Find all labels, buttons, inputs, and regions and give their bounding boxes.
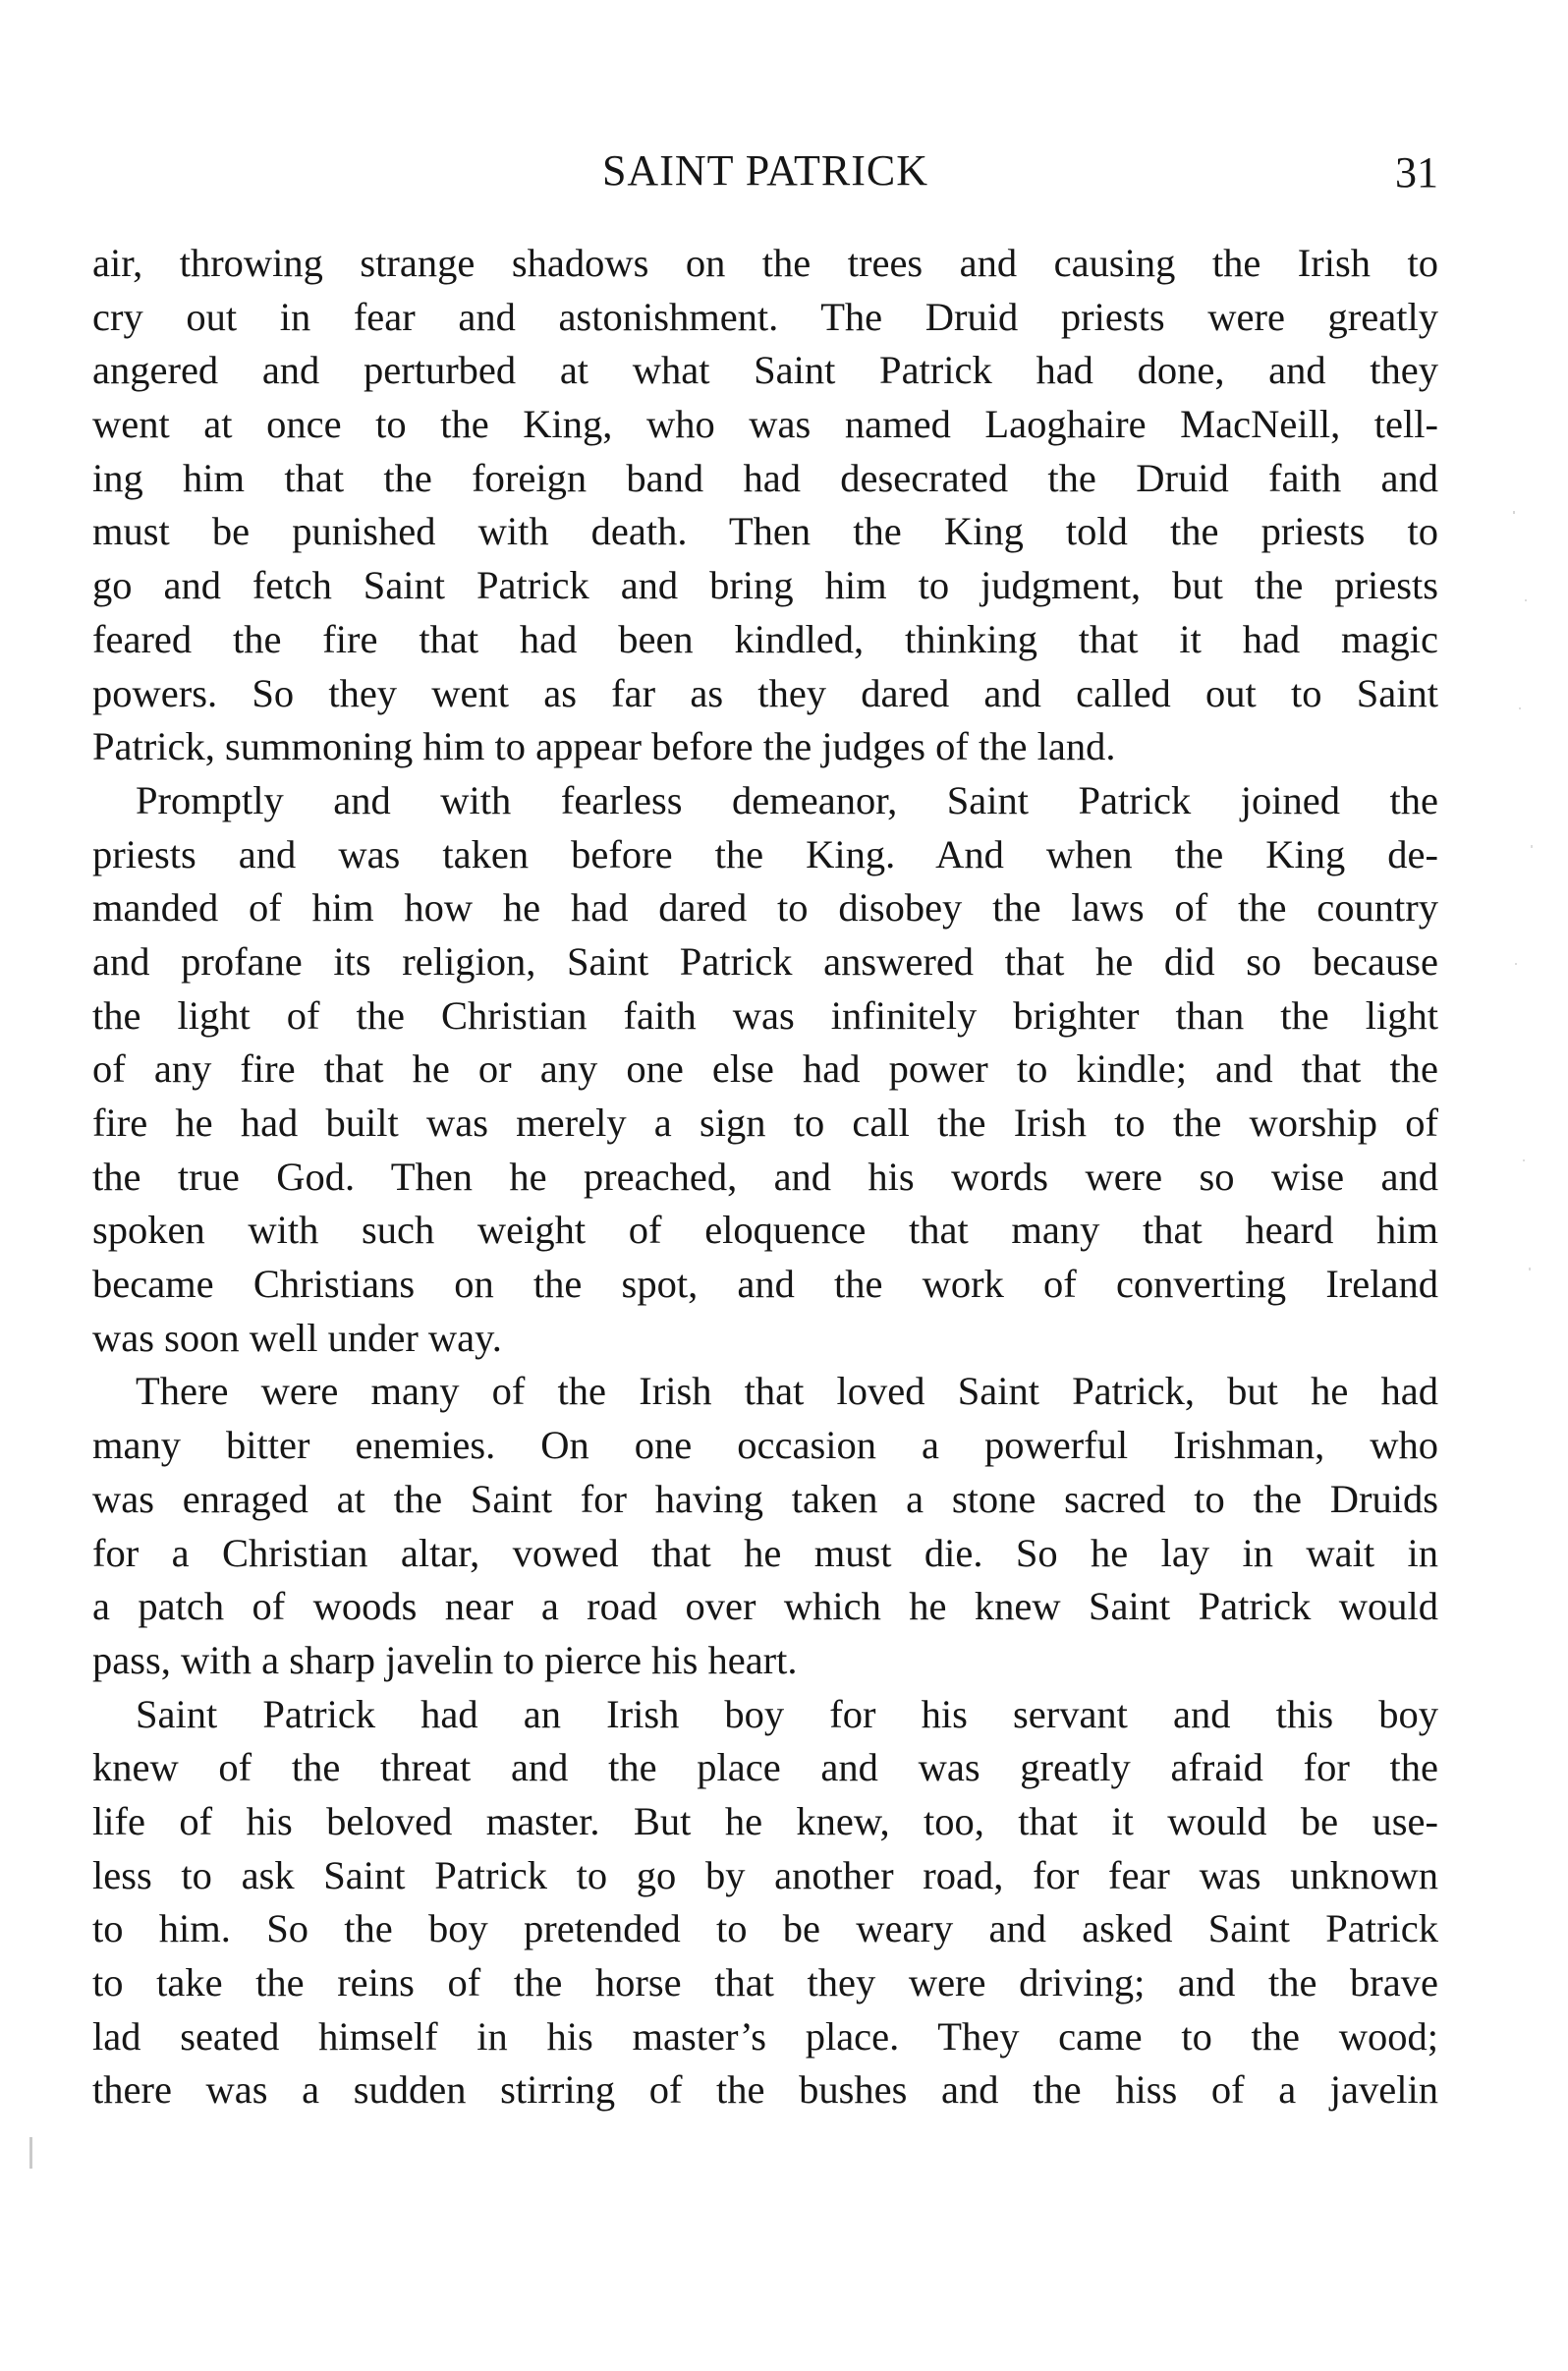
running-head	[92, 143, 1438, 212]
text-line: spoken with such weight of eloquence that many that heard him	[92, 1208, 1438, 1253]
text-line: must be punished with death. Then the King told the priests to	[92, 509, 1438, 554]
text-line: knew of the threat and the place and was greatly afraid for the	[92, 1745, 1438, 1790]
body-text	[92, 237, 1438, 2117]
text-line: was soon well under way.	[92, 1315, 502, 1360]
text-line: many bitter enemies. On one occasion a powerful Irishman, who	[92, 1423, 1438, 1468]
text-line: went at once to the King, who was named Laoghaire MacNeill, tell-	[92, 402, 1438, 447]
text-line: for a Christian altar, vowed that he must die. So he lay in wait in	[92, 1530, 1438, 1575]
text-line: angered and perturbed at what Saint Patrick had done, and they	[92, 348, 1438, 393]
text-line: cry out in fear and astonishment. The Druid priests were greatly	[92, 294, 1438, 339]
text-line: pass, with a sharp javelin to pierce his heart.	[92, 1637, 798, 1682]
text-line: the light of the Christian faith was infinitely brighter than the light	[92, 992, 1438, 1038]
text-line: fire he had built was merely a sign to call the Irish to the worship of	[92, 1101, 1438, 1145]
scan-speck	[1525, 599, 1527, 601]
text-line: powers. So they went as far as they dared and called out to Saint	[92, 670, 1438, 715]
scan-speck	[1529, 1268, 1531, 1270]
text-line: manded of him how he had dared to disobey the laws of the country	[92, 885, 1438, 931]
page-number: 31	[1395, 148, 1438, 197]
text-line: priests and was taken before the King. And when the King de-	[92, 831, 1438, 876]
text-line: there was a sudden stirring of the bushes and the hiss of a javelin	[92, 2067, 1438, 2113]
text-line: Saint Patrick had an Irish boy for his servant and this boy	[136, 1691, 1438, 1736]
scan-speck	[29, 2137, 32, 2169]
scan-speck	[1523, 1159, 1525, 1161]
text-line: was enraged at the Saint for having taken a stone sacred to the Druids	[92, 1476, 1438, 1521]
scan-speck	[1519, 707, 1521, 709]
text-line: of any fire that he or any one else had power to kindle; and that the	[92, 1046, 1438, 1092]
text-line: and profane its religion, Saint Patrick answered that he did so because	[92, 938, 1438, 984]
text-line: There were many of the Irish that loved Saint Patrick, but he had	[136, 1369, 1438, 1414]
scan-speck	[1513, 511, 1515, 514]
text-line: became Christians on the spot, and the work of converting Ireland	[92, 1262, 1438, 1307]
scan-speck	[1531, 845, 1533, 848]
text-line: to take the reins of the horse that they were driving; and the brave	[92, 1960, 1438, 2004]
text-line: lad seated himself in his master’s place. They came to the wood;	[92, 2013, 1438, 2059]
text-line: Promptly and with fearless demeanor, Saint Patrick joined the	[136, 777, 1438, 822]
text-line: ing him that the foreign band had desecrated the Druid faith and	[92, 455, 1438, 500]
text-line: the true God. Then he preached, and his words were so wise and	[92, 1154, 1438, 1199]
text-line: Patrick, summoning him to appear before the judges of the land.	[92, 724, 1116, 769]
text-line: go and fetch Saint Patrick and bring him to judgment, but the priests	[92, 563, 1438, 608]
text-line: less to ask Saint Patrick to go by another road, for fear was unknown	[92, 1852, 1438, 1897]
scan-speck	[1515, 963, 1517, 965]
text-line: air, throwing strange shadows on the trees and causing the Irish to	[92, 241, 1438, 285]
running-title: SAINT PATRICK	[601, 146, 929, 195]
text-line: life of his beloved master. But he knew, too, that it would be use-	[92, 1798, 1438, 1843]
text-line: to him. So the boy pretended to be weary and asked Saint Patrick	[92, 1906, 1438, 1951]
text-line: a patch of woods near a road over which he knew Saint Patrick would	[92, 1584, 1438, 1629]
text-line: feared the fire that had been kindled, thinking that it had magic	[92, 616, 1438, 661]
